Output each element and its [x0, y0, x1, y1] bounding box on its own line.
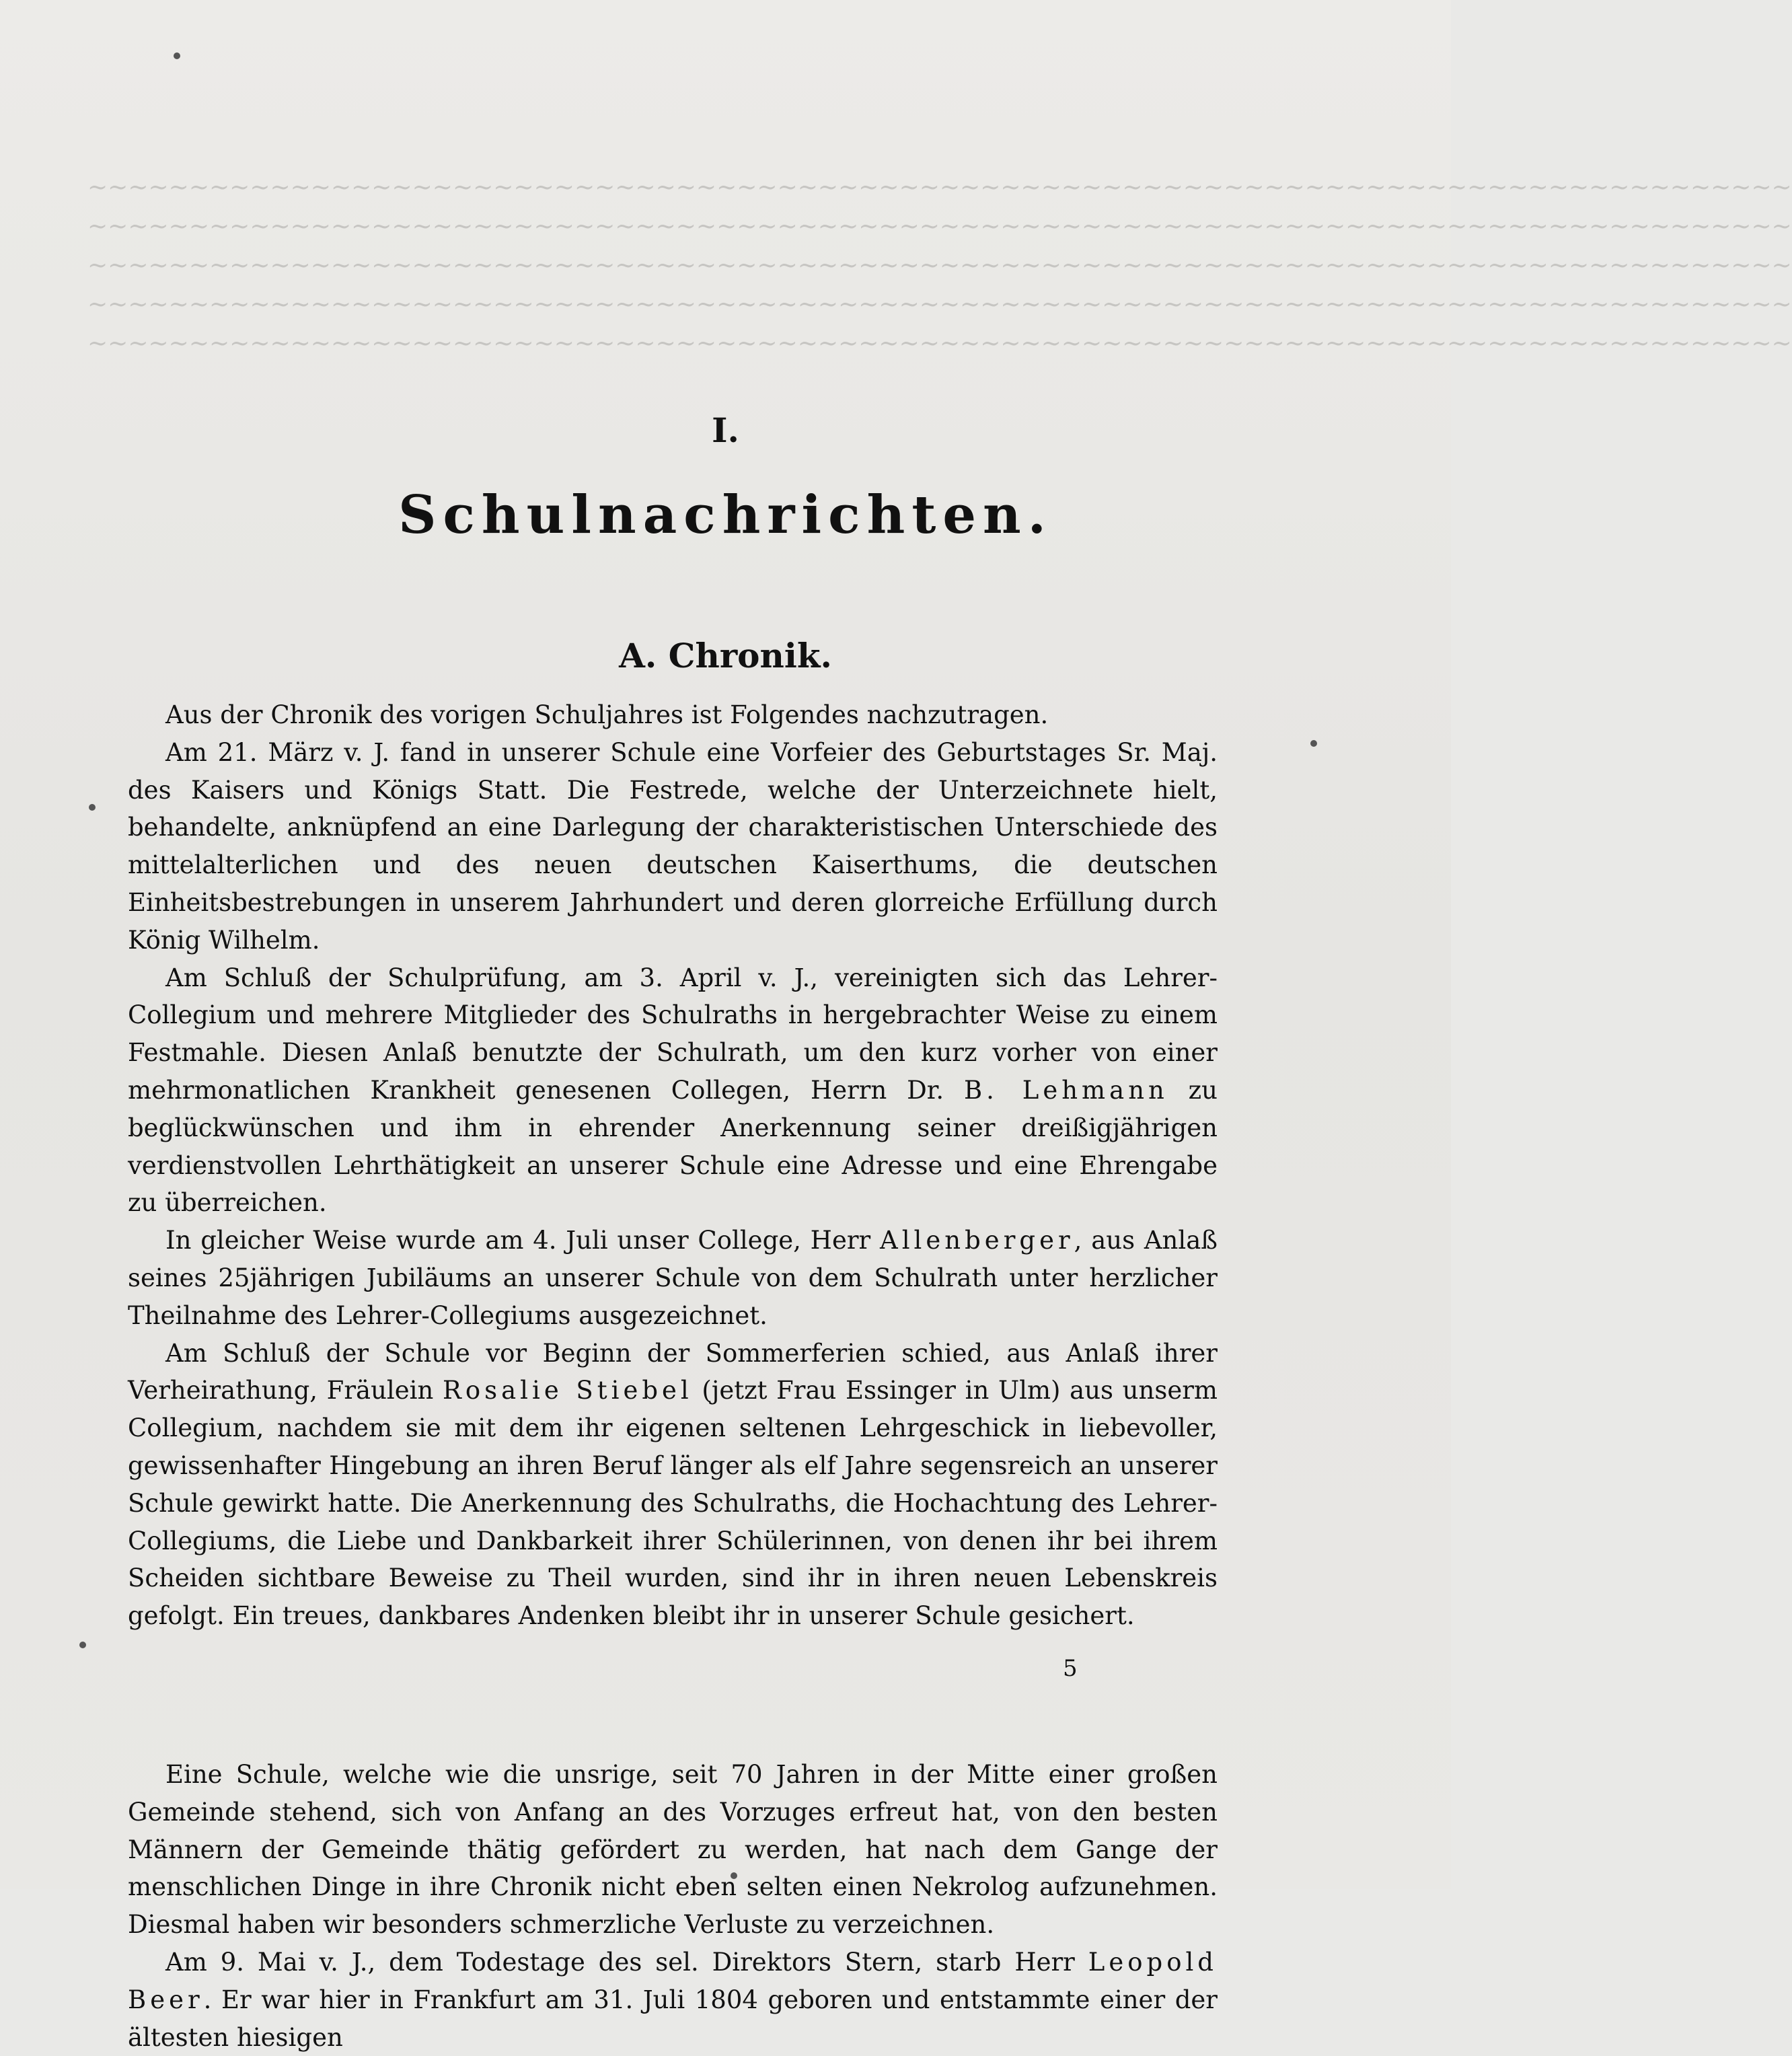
bleed-through-text-top: ~~~~~~~~~~~~~~~~~~~~~~~~~~~~~~~~~~~~~~~~~~~~~~~~~~~~~~~~~~~~~~~~~~~~~~~~~~~~~~~~~~~~ ~~~~~~~~~~~~~~~~~~~~~~~~~~~~~~~~~~~~~~~~~~~~~~~~~~~~~~~~~~~~~~~~~~~~~~~~~~~~~~~~~~~~ ~~~~~~~~~~~~~~~~~~~~~~~~~~~~~~~~~~~~~~~~~~~~~~~~~~~~~~~~~~~~~~~~~~~~~~~~~~~~~~~~~~~~ ~~~~~~~~~~~~~~~~~~~~~~~~~~~~~~~~~~~~~~~~~~~~~~~~~~~~~~~~~~~~~~~~~~~~~~~~~~~~~~~~~~~~ ~~~~~~~~~~~~~~~~~~~~~~~~~~~~~~~~~~~~~~~~~~~~~~~~~~~~~~~~~~~~~~~~~~~~~~~~~~~~~~~~~~~~: [87, 174, 1792, 357]
section-title: Schulnachrichten.: [398, 484, 1053, 546]
paragraph-text: Am Schluß der Schule vor Beginn der Sommerferien schied, aus Anlaß ihrer Verheirathung, Fräulein: [128, 1338, 1218, 1405]
paragraph-text: In gleicher Weise wurde am 4. Juli unser College, Herr: [165, 1226, 880, 1255]
paragraph: Aus der Chronik des vorigen Schuljahres ist Folgendes nachzutragen.: [165, 700, 1049, 729]
paragraph: [128, 1222, 1218, 1334]
paragraph-text: Am 9. Mai v. J., dem Todestage des sel. Direktors Stern, starb Herr: [165, 1947, 1088, 1977]
body-text: [128, 696, 1218, 2056]
person-name: B. Lehmann: [963, 1075, 1168, 1105]
paragraph: Am 21. März v. J. fand in unserer Schule eine Vorfeier des Geburtstages Sr. Maj. des Kaisers und Königs Statt. Die Festrede, welche der Unterzeichnete hielt, behandelte, anknüpfend an eine Darlegung der charakteristischen Unterschiede des mittelalterlichen und des neuen deutschen Kaiserthums, die deutschen Einheitsbestrebungen in unserem Jahrhundert und deren glorreiche Erfüllung durch König Wilhelm.: [128, 737, 1218, 955]
paragraph-text: Am Schluß der Schulprüfung, am 3. April v. J., vereinigten sich das Lehrer-Collegium und mehrere Mitglieder des Schulraths in hergebrachter Weise zu einem Festmahle. Diesen Anlaß benutzte der Schulrath, um den kurz vorher von einer mehrmonatlichen Krankheit genesenen Collegen, Herrn Dr.: [128, 963, 1218, 1105]
speck-mark: [89, 804, 96, 811]
paragraph: [128, 1335, 1218, 1635]
paragraph-text: zu beglückwünschen und ihm in ehrender Anerkennung seiner dreißigjährigen verdienstvollen Lehrthätigkeit an unserer Schule eine Adresse und eine Ehrengabe zu überreichen.: [128, 1075, 1218, 1218]
paragraph-text: , aus Anlaß seines 25jährigen Jubiläums an unserer Schule von dem Schulrath unter herzlicher Theilnahme des Lehrer-Collegiums ausgezeichnet.: [128, 1226, 1218, 1330]
page-number: 5: [1063, 1655, 1078, 1682]
section-number: I.: [712, 410, 739, 450]
paragraph-text: . Er war hier in Frankfurt am 31. Juli 1804 geboren und entstammte einer der ältesten hiesigen: [128, 1985, 1218, 2052]
person-name: Allenberger: [880, 1226, 1074, 1255]
subsection-title: A. Chronik.: [619, 636, 832, 675]
paragraph: [128, 959, 1218, 1222]
paragraph-gap: [128, 1635, 1218, 1756]
paragraph-text: (jetzt Frau Essinger in Ulm) aus unserm Collegium, nachdem sie mit dem ihr eigenen seltenen Lehrgeschick in liebevoller, gewissenhafter Hingebung an ihren Beruf länger als elf Jahre segensreich an unserer Schule gewirkt hatte. Die Anerkennung des Schulraths, die Hochachtung des Lehrer-Collegiums, die Liebe und Dankbarkeit ihrer Schülerinnen, von denen ihr bei ihrem Scheiden sichtbare Beweise zu Theil wurden, sind ihr in ihren neuen Lebenskreis gefolgt. Ein treues, dankbares Andenken bleibt ihr in unserer Schule gesichert.: [128, 1376, 1218, 1631]
person-name: Rosalie Stiebel: [442, 1376, 693, 1405]
speck-mark: [1310, 740, 1317, 747]
speck-mark: [79, 1642, 86, 1648]
person-name: Leopold Beer: [128, 1947, 1218, 2014]
paragraph: Eine Schule, welche wie die unsrige, seit 70 Jahren in der Mitte einer großen Gemeinde stehend, sich von Anfang an des Vorzuges erfreut hat, von den besten Männern der Gemeinde thätig gefördert zu werden, hat nach dem Gange der menschlichen Dinge in ihre Chronik nicht eben selten einen Nekrolog aufzunehmen. Diesmal haben wir besonders schmerzliche Verluste zu verzeichnen.: [128, 1759, 1218, 1940]
paragraph: [128, 1944, 1218, 2056]
speck-mark: [174, 52, 180, 59]
